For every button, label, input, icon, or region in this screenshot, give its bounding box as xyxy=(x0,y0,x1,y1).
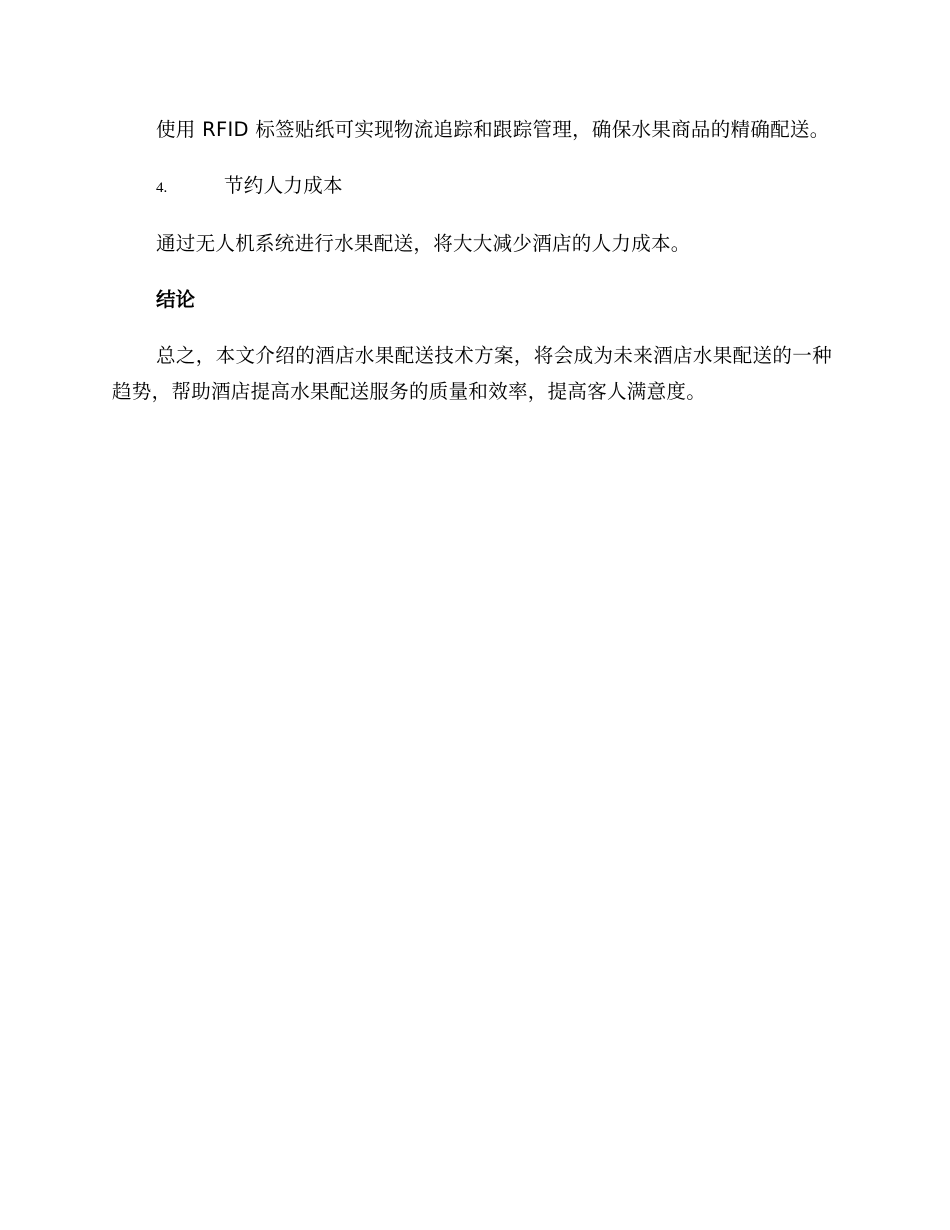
paragraph-conclusion: 总之，本文介绍的酒店水果配送技术方案，将会成为未来酒店水果配送的一种趋势，帮助酒店提高水果配送服务的质量和效率，提高客人满意度。 xyxy=(112,344,832,403)
document-body xyxy=(112,112,832,430)
paragraph-rfid: 使用 RFID 标签贴纸可实现物流追踪和跟踪管理，确保水果商品的精确配送。 xyxy=(156,118,830,141)
list-item-number: 4. xyxy=(156,180,168,196)
list-item-text: 节约人力成本 xyxy=(224,174,343,197)
paragraph-drone: 通过无人机系统进行水果配送，将大大减少酒店的人力成本。 xyxy=(156,232,691,255)
conclusion-heading: 结论 xyxy=(156,288,196,311)
list-item-4 xyxy=(112,168,832,206)
